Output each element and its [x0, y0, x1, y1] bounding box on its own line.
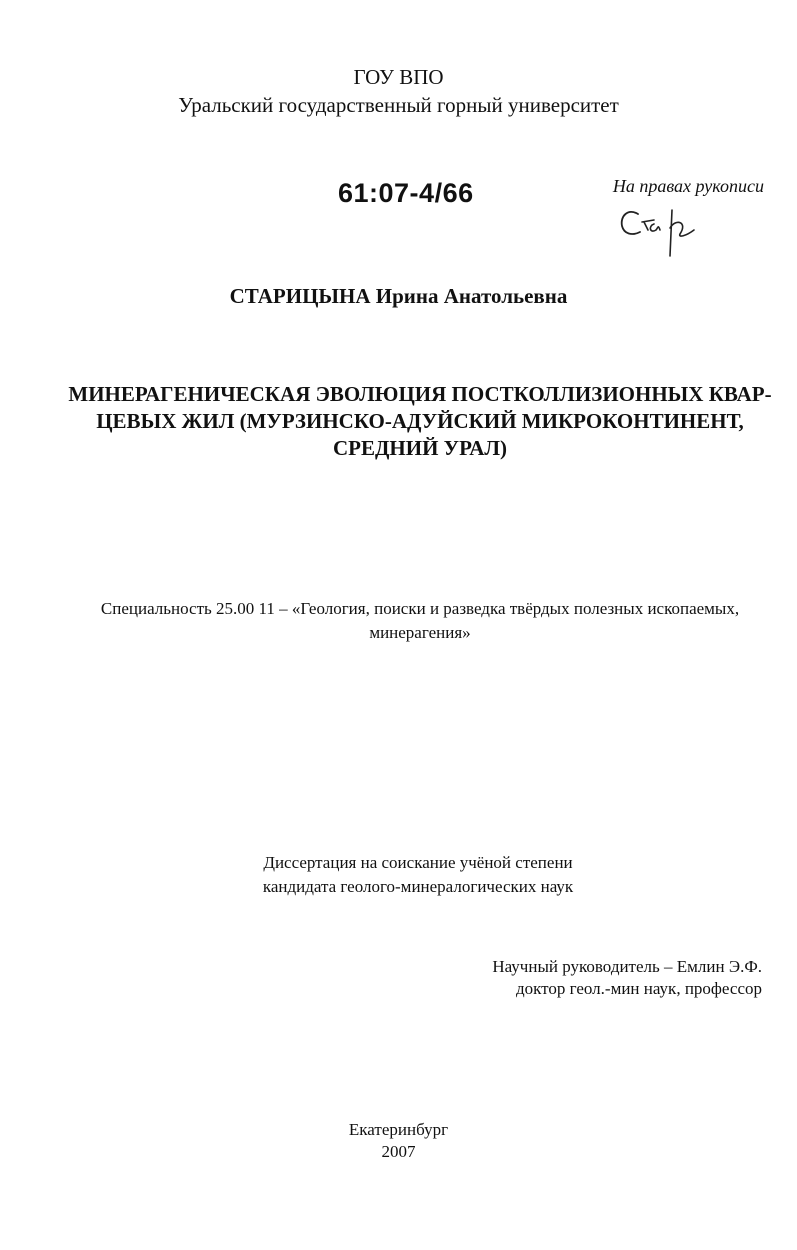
specialty-line: Специальность 25.00 11 – «Геология, поиски и разведка твёрдых полезных ископаемых, — [100, 599, 740, 618]
title-line: СРЕДНИЙ УРАЛ) — [332, 436, 508, 460]
handwritten-signature — [616, 200, 716, 260]
specialty — [60, 597, 780, 645]
degree-statement — [200, 851, 636, 899]
publication-place — [0, 1119, 797, 1163]
title-line: ЦЕВЫХ ЖИЛ (МУРЗИНСКО-АДУЙСКИЙ МИКРОКОНТИНЕНТ, — [96, 409, 744, 433]
specialty-line: минерагения» — [369, 623, 471, 642]
rights-note: На правах рукописи — [612, 176, 764, 196]
university-name: Уральский государственный горный университет — [178, 93, 619, 117]
dissertation-title — [60, 381, 780, 462]
degree-line: кандидата геолого-минералогических наук — [262, 877, 574, 896]
supervisor-credentials: доктор геол.-мин наук, профессор — [515, 979, 762, 998]
title-line: МИНЕРАГЕНИЧЕСКАЯ ЭВОЛЮЦИЯ ПОСТКОЛЛИЗИОННЫХ КВАР- — [68, 382, 772, 406]
catalog-code: 61:07-4/66 — [338, 178, 474, 208]
organization-type: ГОУ ВПО — [353, 65, 444, 89]
year: 2007 — [381, 1142, 416, 1161]
degree-line: Диссертация на соискание учёной степени — [263, 853, 573, 872]
supervisor-name: Научный руководитель – Емлин Э.Ф. — [492, 957, 762, 976]
author-name: СТАРИЦЫНА Ирина Анатольевна — [229, 284, 568, 308]
city: Екатеринбург — [348, 1120, 449, 1139]
